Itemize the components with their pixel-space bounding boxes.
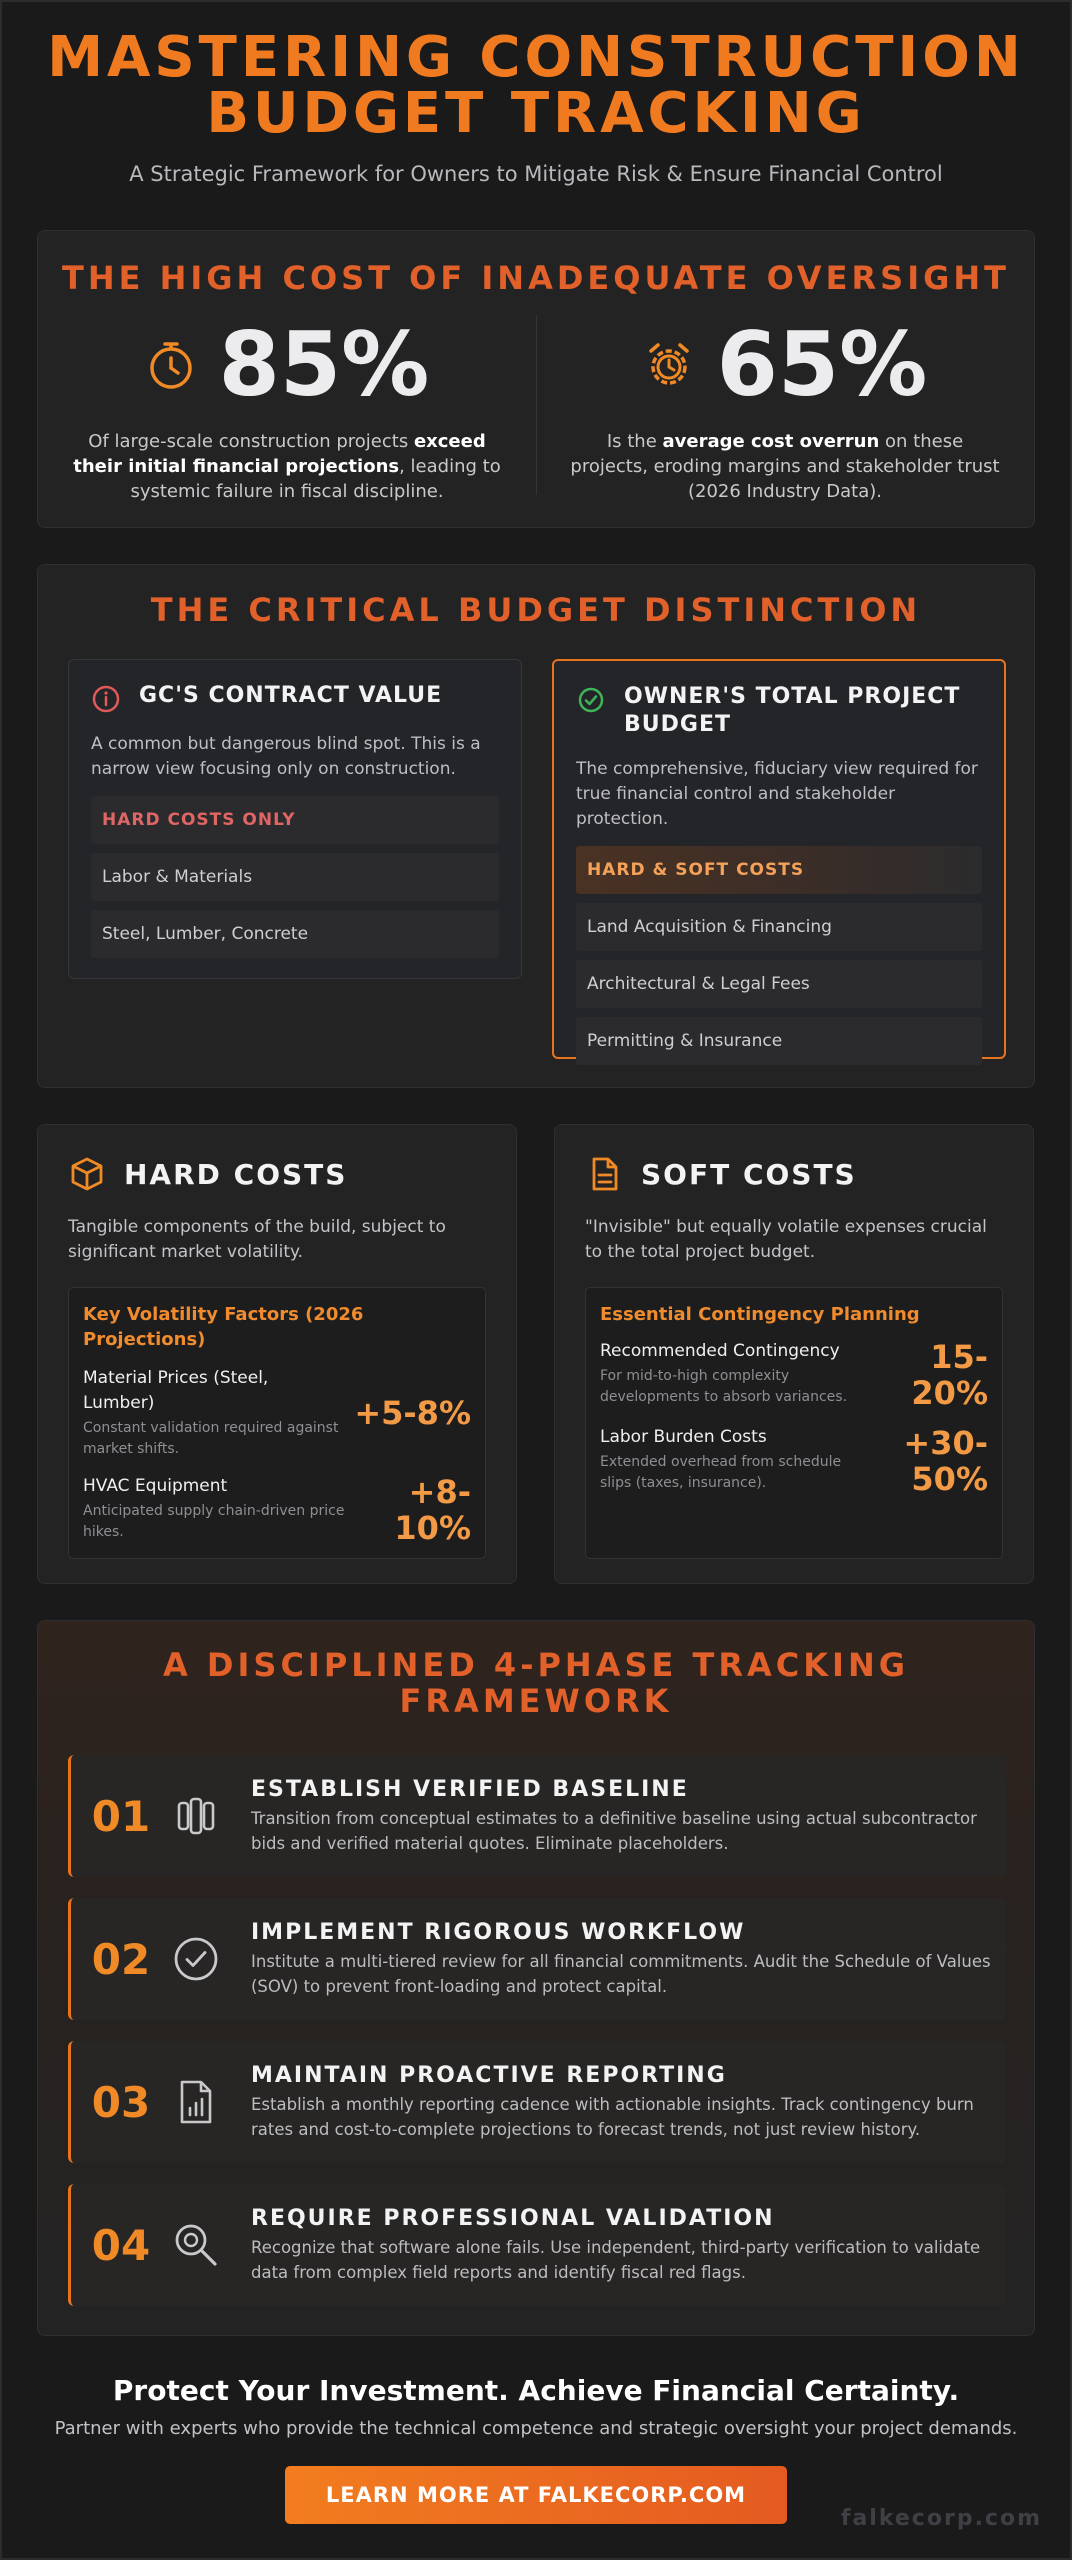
stats-section xyxy=(37,230,1035,528)
factor-name: Material Prices (Steel, Lumber) xyxy=(83,1368,269,1413)
list-item: Permitting & Insurance xyxy=(576,1017,982,1065)
list-item: HARD & SOFT COSTS xyxy=(576,846,982,894)
contingency-title: Essential Contingency Planning xyxy=(600,1304,920,1325)
phase-desc: Recognize that software alone fails. Use independent, third-party verification to validate data from complex field reports and identify fiscal red flags. xyxy=(251,2237,981,2282)
stats-title: THE HIGH COST OF INADEQUATE OVERSIGHT xyxy=(61,259,1010,297)
stat-left-value: 85% xyxy=(218,313,430,416)
phase-title: REQUIRE PROFESSIONAL VALIDATION xyxy=(251,2205,775,2231)
list-item: Land Acquisition & Financing xyxy=(576,903,982,951)
phase-desc: Institute a multi-tiered review for all financial commitments. Audit the Schedule of Values (SOV) to prevent front-loading and protect capital. xyxy=(251,1951,991,1996)
factor-row xyxy=(83,1474,471,1546)
clock-icon xyxy=(145,339,197,391)
framework-title: A DISCIPLINED 4-PHASE TRACKING FRAMEWORK xyxy=(163,1646,909,1720)
check-circle-icon xyxy=(576,685,606,715)
cta-title: Protect Your Investment. Achieve Financial Certainty. xyxy=(112,2374,960,2407)
factor-note: Constant validation required against market shifts. xyxy=(83,1420,339,1457)
check-circle-icon xyxy=(171,1934,221,1984)
phase-number: 04 xyxy=(91,2220,151,2270)
page-title-line2: BUDGET TRACKING xyxy=(206,81,866,146)
factor-value: +30-50% xyxy=(903,1424,988,1498)
volatility-factors-box xyxy=(68,1287,486,1559)
soft-costs-desc: "Invisible" but equally volatile expenses crucial to the total project budget. xyxy=(585,1217,987,1262)
phase-card-4 xyxy=(68,2184,1006,2306)
phase-title: ESTABLISH VERIFIED BASELINE xyxy=(251,1776,689,1802)
list-item: Steel, Lumber, Concrete xyxy=(91,910,499,958)
factor-name: Recommended Contingency xyxy=(600,1341,840,1361)
bricks-icon xyxy=(171,1791,221,1841)
phase-card-3 xyxy=(68,2041,1006,2163)
page-title xyxy=(0,25,1072,146)
list-item: HARD COSTS ONLY xyxy=(91,796,499,844)
gc-box-title: GC'S CONTRACT VALUE xyxy=(139,683,443,708)
stats-row xyxy=(38,315,1034,504)
list-item: Labor & Materials xyxy=(91,853,499,901)
volatility-factors-title: Key Volatility Factors (2026 Projections) xyxy=(83,1304,364,1350)
hard-costs-title: HARD COSTS xyxy=(124,1157,348,1191)
hard-costs-card xyxy=(37,1124,517,1584)
owner-budget-box xyxy=(552,659,1006,1059)
stat-left-desc: Of large-scale construction projects exceed their initial financial projections, leading to systemic failure in fiscal discipline. xyxy=(73,431,501,502)
factor-row xyxy=(600,1425,988,1497)
contingency-box xyxy=(585,1287,1003,1559)
gc-contract-box xyxy=(68,659,522,979)
page-subtitle: A Strategic Framework for Owners to Mitigate Risk & Ensure Financial Control xyxy=(129,162,943,186)
phase-desc: Establish a monthly reporting cadence with actionable insights. Track contingency burn rates and cost-to-complete projections to forecast trends, not just review history. xyxy=(251,2094,974,2139)
hard-costs-desc: Tangible components of the build, subject to significant market volatility. xyxy=(68,1217,446,1262)
factor-note: Extended overhead from schedule slips (taxes, insurance). xyxy=(600,1454,842,1491)
factor-note: Anticipated supply chain-driven price hikes. xyxy=(83,1503,345,1540)
phase-desc: Transition from conceptual estimates to a definitive baseline using actual subcontractor bids and verified material quotes. Eliminate placeholders. xyxy=(251,1808,977,1853)
factor-row xyxy=(83,1366,471,1460)
gc-box-desc: A common but dangerous blind spot. This is a narrow view focusing only on construction. xyxy=(91,734,481,779)
framework-section xyxy=(37,1620,1035,2336)
soft-costs-card xyxy=(554,1124,1034,1584)
phase-number: 01 xyxy=(91,1791,151,1841)
gc-cost-list xyxy=(91,796,499,958)
phase-card-2 xyxy=(68,1898,1006,2020)
distinction-title: THE CRITICAL BUDGET DISTINCTION xyxy=(150,591,922,629)
stat-right-desc: Is the average cost overrun on these projects, eroding margins and stakeholder trust (2026 Industry Data). xyxy=(570,431,1000,502)
factor-row xyxy=(600,1339,988,1411)
stat-right-value: 65% xyxy=(716,313,928,416)
factor-name: HVAC Equipment xyxy=(83,1476,228,1496)
phase-number: 02 xyxy=(91,1934,151,1984)
list-item: Architectural & Legal Fees xyxy=(576,960,982,1008)
phase-number: 03 xyxy=(91,2077,151,2127)
factor-note: For mid-to-high complexity developments to absorb variances. xyxy=(600,1368,848,1405)
brand-watermark: falkecorp.com xyxy=(840,2506,1042,2531)
phase-title: IMPLEMENT RIGOROUS WORKFLOW xyxy=(251,1919,746,1945)
phase-title: MAINTAIN PROACTIVE REPORTING xyxy=(251,2062,727,2088)
owner-cost-list xyxy=(576,846,982,1065)
soft-costs-title: SOFT COSTS xyxy=(641,1157,857,1191)
hero-header xyxy=(0,0,1072,186)
factor-value: +5-8% xyxy=(354,1394,471,1432)
owner-box-desc: The comprehensive, fiduciary view required for true financial control and stakeholder protection. xyxy=(576,759,978,829)
alarm-gear-icon xyxy=(643,339,695,391)
learn-more-button[interactable]: LEARN MORE AT FALKECORP.COM xyxy=(285,2466,787,2524)
phase-card-1 xyxy=(68,1755,1006,1877)
factor-name: Labor Burden Costs xyxy=(600,1427,767,1447)
info-icon xyxy=(91,684,121,714)
factor-value: +8-10% xyxy=(394,1473,471,1547)
factor-value: 15-20% xyxy=(911,1338,988,1412)
cta-subtitle: Partner with experts who provide the technical competence and strategic oversight your project demands. xyxy=(54,2418,1018,2439)
stat-right xyxy=(536,315,1034,504)
stats-divider xyxy=(536,315,537,495)
stat-left xyxy=(38,315,536,504)
report-chart-icon xyxy=(171,2077,221,2127)
box-icon xyxy=(68,1155,106,1193)
distinction-section xyxy=(37,564,1035,1088)
magnifier-icon xyxy=(171,2220,221,2270)
document-icon xyxy=(585,1155,623,1193)
owner-box-title: OWNER'S TOTAL PROJECT BUDGET xyxy=(624,684,961,737)
page-title-line1: MASTERING CONSTRUCTION xyxy=(47,25,1025,90)
